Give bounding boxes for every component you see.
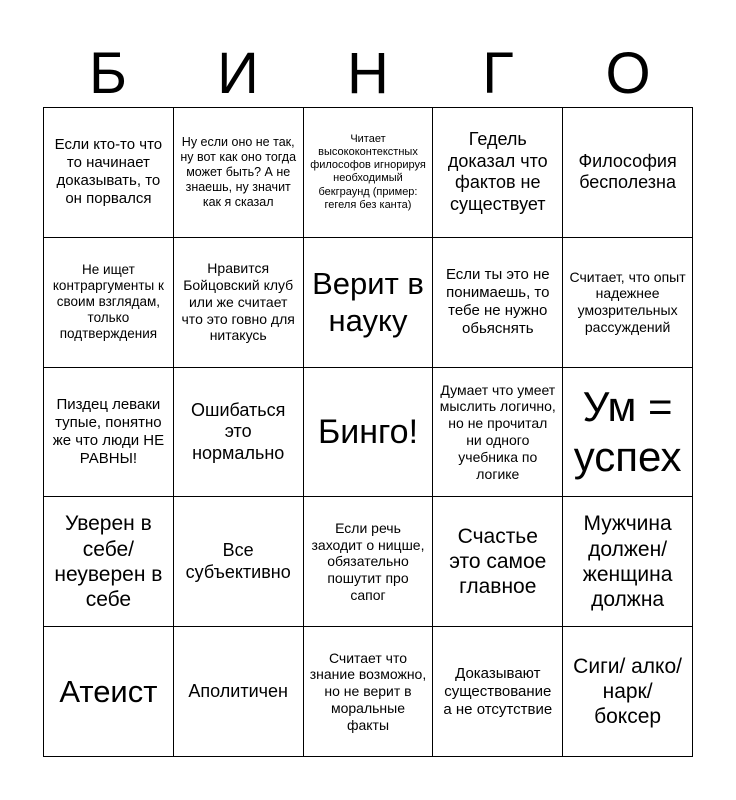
cell-text: Мужчина должен/ женщина должна [582,512,673,611]
header-letter: О [605,41,651,106]
bingo-cell[interactable] [433,108,563,238]
bingo-cell[interactable] [44,108,174,238]
bingo-cell[interactable] [433,238,563,368]
bingo-cell[interactable] [563,238,693,368]
bingo-cell[interactable] [563,627,693,757]
bingo-cell[interactable] [563,108,693,238]
cell-text: Гедель доказал что фактов не существует [447,129,548,214]
cell-text: Если ты это не понимаешь, то тебе не нужно обьяснять [445,266,550,338]
cell-text: Все субъективно [185,540,291,582]
cell-text: Бинго! [317,412,419,451]
cell-text: Считает что знание возможно, но не верит в моральные факты [309,649,427,733]
bingo-cell[interactable] [304,238,434,368]
bingo-cell[interactable] [44,497,174,627]
cell-text: Не ищет контраргументы к своим взглядам, только подтверждения [52,261,164,342]
cell-text: Нравится Бойцовский клуб или же считает что это говно для нитакусь [181,260,295,344]
cell-text: Уверен в себе/ неуверен в себе [54,512,163,611]
cell-text: Сиги/ алко/ нарк/ боксер [573,654,682,729]
bingo-cell[interactable] [174,108,304,238]
cell-text: Ну если оно не так, ну вот как оно тогда может быть? А не знаешь, ну значит как я сказал [180,134,297,209]
bingo-cell[interactable] [433,368,563,498]
bingo-cell[interactable] [304,627,434,757]
cell-text: Пиздец леваки тупые, понятно же что люди НЕ РАВНЫ! [52,395,165,467]
bingo-cell[interactable] [174,238,304,368]
bingo-cell[interactable] [174,497,304,627]
cell-text: Атеист [59,674,158,709]
bingo-cell[interactable] [304,108,434,238]
bingo-cell[interactable] [433,627,563,757]
bingo-free-cell[interactable] [304,368,434,498]
bingo-grid [43,107,693,757]
cell-text: Если кто-то что то начинает доказывать, то он порвался [54,136,163,208]
cell-text: Верит в науку [312,266,424,339]
bingo-cell[interactable] [563,497,693,627]
bingo-cell[interactable] [44,627,174,757]
header-letter: Г [482,41,514,106]
header-letter: И [217,41,259,106]
cell-text: Ум = успех [573,382,682,480]
cell-text: Счастье это самое главное [449,525,547,599]
bingo-cell[interactable] [44,238,174,368]
bingo-cell[interactable] [304,497,434,627]
cell-text: Если речь заходит о ницше, обязательно пошутит про сапог [311,519,425,603]
cell-text: Доказывают существование а не отсутствие [443,664,553,718]
bingo-cell[interactable] [174,368,304,498]
cell-text: Читает высококонтекстных философов игнорируя необходимый бекграунд (пример: гегеля без канта) [310,132,426,211]
bingo-cell[interactable] [174,627,304,757]
bingo-cell[interactable] [563,368,693,498]
cell-text: Ошибаться это нормально [191,399,286,463]
bingo-cell[interactable] [433,497,563,627]
cell-text: Считает, что опыт надежнее умозрительных рассуждений [569,268,686,335]
cell-text: Философия бесполезна [578,150,677,193]
cell-text: Думает что умеет мыслить логично, но не прочитал ни одного учебника по логике [439,381,556,482]
bingo-cell[interactable] [44,368,174,498]
cell-text: Аполитичен [188,680,288,701]
header-letter: Н [347,41,389,106]
bingo-header [43,40,693,108]
header-letter: Б [88,41,128,106]
